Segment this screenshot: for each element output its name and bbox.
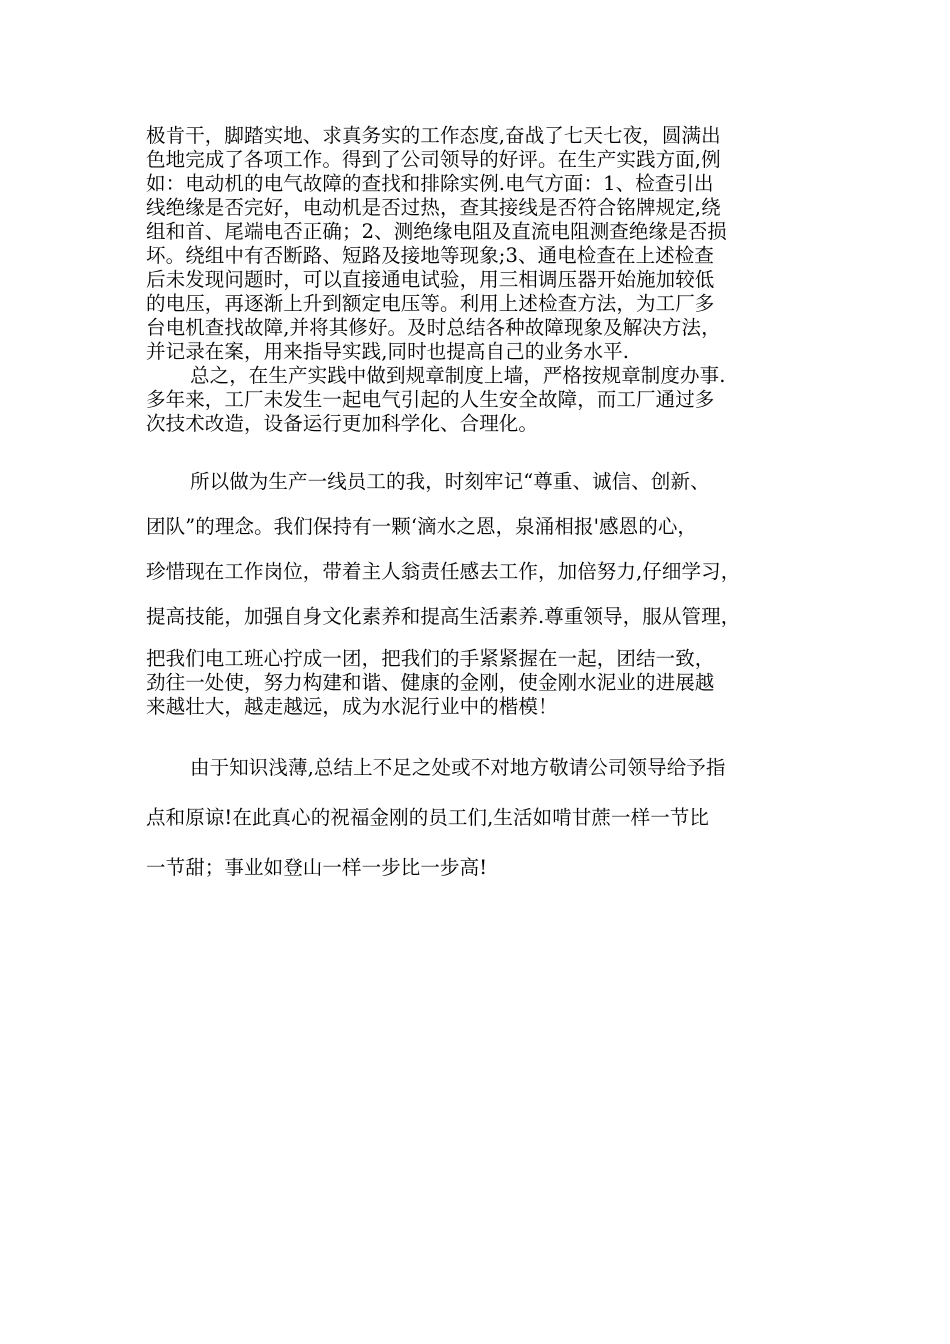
text-line: 极肯干，脚踏实地、求真务实的工作态度,奋战了七天七夜，圆满出 bbox=[146, 124, 721, 147]
text-line: 劲往一处使，努力构建和谐、健康的金刚，使金刚水泥业的进展越 bbox=[146, 671, 715, 694]
text-line: 并记录在案，用来指导实践,同时也提高自己的业务水平. bbox=[146, 340, 629, 363]
text-line: 多年来，工厂未发生一起电气引起的人生安全故障，而工厂通过多 bbox=[146, 388, 715, 411]
text-line: 团队”的理念。我们保持有一颗‘滴水之恩，泉涌相报'感恩的心， bbox=[146, 515, 698, 538]
text-line: 线绝缘是否完好，电动机是否过热，查其接线是否符合铭牌规定,绕 bbox=[146, 196, 721, 219]
text-line: 提高技能，加强自身文化素养和提高生活素养.尊重领导，服从管理， bbox=[146, 605, 741, 628]
text-line: 来越壮大，越走越远，成为水泥行业中的楷模！ bbox=[146, 695, 558, 718]
paragraph-start-line: 所以做为生产一线员工的我，时刻牢记“尊重、诚信、创新、 bbox=[190, 470, 710, 493]
text-line: 色地完成了各项工作。得到了公司领导的好评。在生产实践方面,例 bbox=[146, 148, 721, 171]
paragraph-start-line: 总之，在生产实践中做到规章制度上墙，严格按规章制度办事. bbox=[190, 364, 726, 387]
text-line: 组和首、尾端电否正确；2、测绝缘电阻及直流电阻测查绝缘是否损 bbox=[146, 220, 727, 243]
text-line: 次技术改造，设备运行更加科学化、合理化。 bbox=[146, 412, 539, 435]
text-line: 台电机查找故障,并将其修好。及时总结各种故障现象及解决方法， bbox=[146, 316, 721, 339]
text-line: 坏。绕组中有否断路、短路及接地等现象;3、通电检查在上述检查 bbox=[146, 244, 714, 267]
text-line: 的电压，再逐渐上升到额定电压等。利用上述检查方法，为工厂多 bbox=[146, 292, 715, 315]
text-line: 点和原谅!在此真心的祝福金刚的员工们,生活如啃甘蔗一样一节比 bbox=[146, 806, 710, 829]
text-line: 珍惜现在工作岗位，带着主人翁责任感去工作，加倍努力,仔细学习， bbox=[146, 560, 741, 583]
text-line: 一节甜；事业如登山一样一步比一步高! bbox=[146, 856, 488, 879]
text-line: 把我们电工班心拧成一团，把我们的手紧紧握在一起，团结一致， bbox=[146, 647, 715, 670]
text-line: 后未发现问题时，可以直接通电试验，用三相调压器开始施加较低 bbox=[146, 268, 715, 291]
text-line: 如：电动机的电气故障的查找和排除实例.电气方面：1、检查引出 bbox=[146, 172, 714, 195]
paragraph-start-line: 由于知识浅薄,总结上不足之处或不对地方敬请公司领导给予指 bbox=[190, 756, 726, 779]
